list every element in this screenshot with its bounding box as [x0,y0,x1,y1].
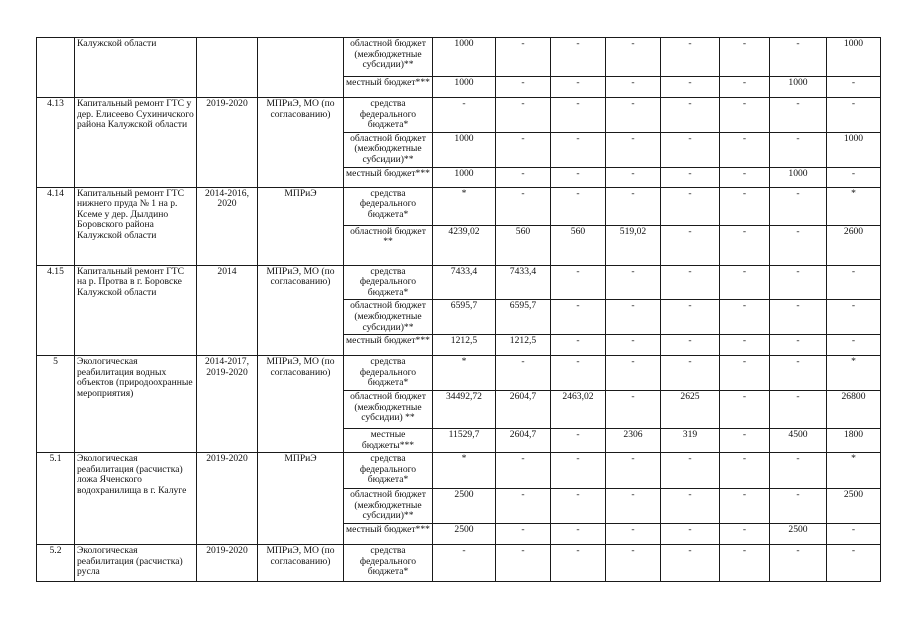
amount-cell: - [606,390,661,428]
amount-cell: - [551,356,606,391]
amount-cell: - [551,265,606,300]
funding-source-cell: местные бюджеты*** [344,428,433,452]
amount-cell: 1212,5 [496,335,551,356]
activity-name-cell: Капитальный ремонт ГТС на р. Протва в г. Боровске Калужской области [75,265,197,356]
activity-name-cell: Экологическая реабилитация (расчистка) ложа Яченского водохранилища в г. Калуге [75,453,197,545]
amount-cell: 7433,4 [433,265,496,300]
amount-cell: 2463,02 [551,390,606,428]
funding-source-cell: областной бюджет (межбюджетные субсидии)** [344,38,433,77]
amount-cell: - [433,545,496,582]
amount-cell: - [770,38,827,77]
amount-cell: 1000 [433,77,496,98]
amount-cell: - [770,390,827,428]
amount-cell: 319 [661,428,720,452]
amount-cell: - [720,167,770,187]
amount-cell: * [433,187,496,225]
amount-cell: 1800 [827,428,881,452]
amount-cell: - [827,335,881,356]
amount-cell: - [770,356,827,391]
amount-cell: - [720,38,770,77]
amount-cell: - [496,77,551,98]
period-cell: 2019-2020 [197,453,258,545]
funding-source-cell: местный бюджет*** [344,167,433,187]
item-number-cell: 5.1 [37,453,75,545]
amount-cell: - [606,132,661,167]
amount-cell: - [606,265,661,300]
amount-cell: - [827,545,881,582]
amount-cell: - [661,132,720,167]
amount-cell: - [551,77,606,98]
amount-cell: 11529,7 [433,428,496,452]
amount-cell: - [551,132,606,167]
amount-cell: 519,02 [606,225,661,265]
amount-cell: - [661,167,720,187]
amount-cell: 2500 [433,489,496,524]
amount-cell: - [551,453,606,489]
amount-cell: - [827,98,881,133]
amount-cell: 1212,5 [433,335,496,356]
amount-cell: - [770,225,827,265]
table-row [37,356,905,391]
amount-cell: - [770,335,827,356]
amount-cell: - [551,300,606,335]
item-number-cell: 4.13 [37,98,75,188]
amount-cell: - [551,167,606,187]
amount-cell: - [551,489,606,524]
amount-cell: - [606,545,661,582]
amount-cell: 2500 [827,489,881,524]
amount-cell: 7433,4 [496,265,551,300]
amount-cell: - [661,489,720,524]
funding-source-cell: областной бюджет ** [344,225,433,265]
amount-cell: 2600 [827,225,881,265]
executor-cell: МПРиЭ, МО (по согласованию) [258,545,344,582]
period-cell: 2014-2017, 2019-2020 [197,356,258,453]
amount-cell: - [606,167,661,187]
amount-cell: 2500 [433,524,496,545]
amount-cell: 1000 [827,132,881,167]
amount-cell: - [720,132,770,167]
item-number-cell: 5 [37,356,75,453]
amount-cell: - [551,187,606,225]
amount-cell: - [720,265,770,300]
amount-cell: 6595,7 [433,300,496,335]
period-cell: 2014-2016, 2020 [197,187,258,265]
activity-name-cell: Капитальный ремонт ГТС нижнего пруда № 1 на р. Ксеме у дер. Дылдино Боровского района Калужской области [75,187,197,265]
amount-cell: 1000 [770,77,827,98]
amount-cell: - [661,265,720,300]
amount-cell: 6595,7 [496,300,551,335]
amount-cell: - [551,545,606,582]
table-row [37,453,905,489]
funding-source-cell: областной бюджет (межбюджетные субсидии)** [344,132,433,167]
amount-cell: - [606,453,661,489]
amount-cell: - [827,167,881,187]
period-cell [197,38,258,98]
amount-cell: - [661,300,720,335]
period-cell: 2014 [197,265,258,356]
funding-source-cell: средства федерального бюджета* [344,453,433,489]
period-cell: 2019-2020 [197,98,258,188]
table-row [37,187,905,225]
amount-cell: * [827,187,881,225]
amount-cell: - [720,428,770,452]
funding-source-cell: средства федерального бюджета* [344,98,433,133]
amount-cell: - [770,265,827,300]
amount-cell: * [827,356,881,391]
funding-source-cell: областной бюджет (межбюджетные субсидии)** [344,300,433,335]
amount-cell: * [433,453,496,489]
amount-cell: - [720,225,770,265]
amount-cell: - [496,132,551,167]
amount-cell: - [661,225,720,265]
amount-cell: - [433,98,496,133]
amount-cell: 2625 [661,390,720,428]
amount-cell: - [496,453,551,489]
amount-cell: - [606,98,661,133]
table-row [37,98,905,133]
amount-cell: - [770,98,827,133]
amount-cell: 1000 [433,132,496,167]
funding-source-cell: средства федерального бюджета* [344,545,433,582]
amount-cell: - [827,265,881,300]
activity-name-cell: Экологическая реабилитация (расчистка) русла [75,545,197,582]
amount-cell: 2500 [770,524,827,545]
amount-cell: - [551,428,606,452]
amount-cell: 34492,72 [433,390,496,428]
item-number-cell: 5.2 [37,545,75,582]
amount-cell: - [720,98,770,133]
executor-cell: МПРиЭ, МО (по согласованию) [258,98,344,188]
amount-cell: - [827,77,881,98]
amount-cell: - [720,545,770,582]
funding-source-cell: средства федерального бюджета* [344,187,433,225]
amount-cell: - [720,489,770,524]
amount-cell: - [770,545,827,582]
activity-name-cell: Экологическая реабилитация водных объектов (природоохранные мероприятия) [75,356,197,453]
funding-source-cell: средства федерального бюджета* [344,356,433,391]
amount-cell: 1000 [770,167,827,187]
amount-cell: - [496,545,551,582]
amount-cell: - [770,453,827,489]
funding-source-cell: местный бюджет*** [344,335,433,356]
funding-source-cell: местный бюджет*** [344,77,433,98]
amount-cell: - [827,300,881,335]
amount-cell: - [770,489,827,524]
amount-cell: 560 [551,225,606,265]
amount-cell: - [606,300,661,335]
executor-cell: МПРиЭ, МО (по согласованию) [258,265,344,356]
item-number-cell [37,38,75,98]
amount-cell: - [661,356,720,391]
table-row [37,265,905,300]
item-number-cell: 4.14 [37,187,75,265]
amount-cell: - [606,335,661,356]
executor-cell: МПРиЭ, МО (по согласованию) [258,356,344,453]
executor-cell [258,38,344,98]
amount-cell: 1000 [827,38,881,77]
amount-cell: - [661,524,720,545]
amount-cell: 2306 [606,428,661,452]
amount-cell: - [661,38,720,77]
amount-cell: - [496,167,551,187]
amount-cell: - [606,524,661,545]
amount-cell: 4500 [770,428,827,452]
amount-cell: - [661,98,720,133]
amount-cell: - [496,187,551,225]
amount-cell: - [661,187,720,225]
amount-cell: - [720,77,770,98]
amount-cell: - [770,300,827,335]
amount-cell: - [496,356,551,391]
amount-cell: - [720,187,770,225]
activity-name-cell: Капитальный ремонт ГТС у дер. Елисеево Сухиничского района Калужской области [75,98,197,188]
period-cell: 2019-2020 [197,545,258,582]
executor-cell: МПРиЭ [258,453,344,545]
amount-cell: 26800 [827,390,881,428]
amount-cell: 560 [496,225,551,265]
amount-cell: 4239,02 [433,225,496,265]
amount-cell: - [551,524,606,545]
amount-cell: - [606,38,661,77]
amount-cell: - [606,489,661,524]
amount-cell: * [827,453,881,489]
amount-cell: - [606,77,661,98]
amount-cell: - [551,335,606,356]
funding-source-cell: областной бюджет (межбюджетные субсидии) ** [344,390,433,428]
table-row [37,38,905,77]
amount-cell: 2604,7 [496,390,551,428]
table-row [37,545,905,582]
program-activities-table [36,37,905,582]
amount-cell: - [496,98,551,133]
item-number-cell: 4.15 [37,265,75,356]
amount-cell: - [661,77,720,98]
amount-cell: - [661,545,720,582]
amount-cell: * [433,356,496,391]
amount-cell: - [720,390,770,428]
amount-cell: 1000 [433,38,496,77]
amount-cell: - [720,524,770,545]
amount-cell: - [496,489,551,524]
amount-cell: 1000 [433,167,496,187]
funding-source-cell: местный бюджет*** [344,524,433,545]
amount-cell: - [770,187,827,225]
amount-cell: - [720,335,770,356]
amount-cell: - [496,524,551,545]
table-body [37,38,905,582]
amount-cell: - [496,38,551,77]
amount-cell: - [770,132,827,167]
funding-source-cell: средства федерального бюджета* [344,265,433,300]
amount-cell: - [720,453,770,489]
executor-cell: МПРиЭ [258,187,344,265]
amount-cell: - [551,38,606,77]
amount-cell: - [720,356,770,391]
amount-cell: - [551,98,606,133]
amount-cell: - [661,453,720,489]
amount-cell: - [606,187,661,225]
amount-cell: - [661,335,720,356]
activity-name-cell: Калужской области [75,38,197,98]
amount-cell: - [606,356,661,391]
amount-cell: 2604,7 [496,428,551,452]
amount-cell: - [720,300,770,335]
funding-source-cell: областной бюджет (межбюджетные субсидии)** [344,489,433,524]
amount-cell: - [827,524,881,545]
